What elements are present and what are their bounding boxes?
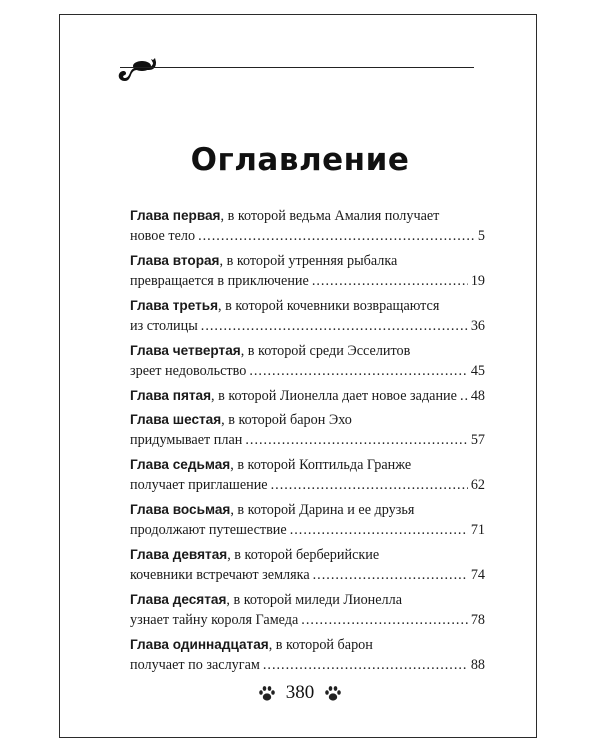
dot-leader bbox=[313, 565, 468, 586]
chapter-name: Глава одиннадцатая bbox=[130, 637, 269, 652]
chapter-name: Глава десятая bbox=[130, 592, 227, 607]
toc-entry[interactable] bbox=[130, 589, 485, 631]
dot-leader bbox=[301, 610, 468, 631]
chapter-description: , в которой Коптильда Гранже bbox=[230, 457, 412, 473]
chapter-description-cont: получает приглашение bbox=[130, 477, 268, 493]
toc-entry[interactable] bbox=[130, 205, 485, 247]
page-number: 5 bbox=[477, 228, 485, 244]
toc-entry[interactable] bbox=[130, 250, 485, 292]
dot-leader bbox=[201, 316, 468, 337]
chapter-name: Глава четвертая bbox=[130, 343, 241, 358]
page-number: 62 bbox=[470, 477, 485, 493]
chapter-name: Глава вторая bbox=[130, 253, 220, 268]
folio bbox=[0, 682, 600, 708]
toc-entry[interactable] bbox=[130, 544, 485, 586]
dot-leader bbox=[198, 226, 475, 247]
toc-entry[interactable] bbox=[130, 454, 485, 496]
chapter-description-cont: новое тело bbox=[130, 228, 196, 244]
chapter-description-cont: зреет недовольство bbox=[130, 363, 247, 379]
chapter-description: , в которой барон Эхо bbox=[221, 412, 352, 428]
toc-entry[interactable] bbox=[130, 385, 485, 406]
chapter-name: Глава первая bbox=[130, 208, 221, 223]
page-number: 74 bbox=[470, 567, 485, 583]
chapter-name: Глава девятая bbox=[130, 547, 228, 562]
chapter-description: , в которой утренняя рыбалка bbox=[219, 253, 398, 269]
dot-leader bbox=[271, 475, 468, 496]
toc-entry[interactable] bbox=[130, 409, 485, 451]
chapter-name: Глава седьмая bbox=[130, 457, 231, 472]
chapter-description: , в которой барон bbox=[268, 637, 373, 653]
chapter-name: Глава пятая bbox=[130, 388, 212, 403]
chapter-description: , в которой кочевники возвращаются bbox=[218, 298, 440, 314]
chapter-description: , в которой Лионелла дает новое задание bbox=[211, 388, 457, 404]
chapter-name: Глава шестая bbox=[130, 412, 222, 427]
page-number: 88 bbox=[470, 657, 485, 673]
dot-leader bbox=[263, 655, 468, 676]
chapter-description-cont: получает по заслугам bbox=[130, 657, 260, 673]
chapter-description-cont: из столицы bbox=[130, 318, 198, 334]
toc-entry[interactable] bbox=[130, 499, 485, 541]
chapter-description: , в которой среди Эсселитов bbox=[240, 343, 411, 359]
dot-leader bbox=[312, 271, 468, 292]
dot-leader bbox=[249, 361, 468, 382]
chapter-description-cont: кочевники встречают земляка bbox=[130, 567, 310, 583]
chapter-description: , в которой Дарина и ее друзья bbox=[230, 502, 415, 518]
page-number: 71 bbox=[470, 522, 485, 538]
page-number: 57 bbox=[470, 432, 485, 448]
page-number: 45 bbox=[470, 363, 485, 379]
page-number: 78 bbox=[470, 612, 485, 628]
chapter-description: , в которой миледи Лионелла bbox=[226, 592, 403, 608]
toc-entry[interactable] bbox=[130, 634, 485, 676]
dot-leader bbox=[245, 430, 467, 451]
toc-entry[interactable] bbox=[130, 295, 485, 337]
chapter-description-cont: продолжают путешествие bbox=[130, 522, 287, 538]
page-number-folio: 380 bbox=[285, 682, 315, 703]
dot-leader bbox=[460, 386, 468, 407]
chapter-description-cont: превращается в приключение bbox=[130, 273, 309, 289]
dot-leader bbox=[290, 520, 468, 541]
chapter-description: , в которой ведьма Амалия получает bbox=[220, 208, 440, 224]
chapter-name: Глава восьмая bbox=[130, 502, 231, 517]
page-number: 36 bbox=[470, 318, 485, 334]
chapter-description-cont: узнает тайну короля Гамеда bbox=[130, 612, 299, 628]
chapter-description-cont: придумывает план bbox=[130, 432, 243, 448]
chapter-name: Глава третья bbox=[130, 298, 219, 313]
page-title: Оглавление bbox=[190, 142, 410, 178]
page-number: 48 bbox=[470, 388, 485, 404]
paw-icon bbox=[258, 685, 276, 702]
page-number: 19 bbox=[470, 273, 485, 289]
chapter-description: , в которой берберийские bbox=[227, 547, 380, 563]
toc-entry[interactable] bbox=[130, 340, 485, 382]
header-rule bbox=[120, 67, 474, 68]
paw-icon bbox=[324, 685, 342, 702]
